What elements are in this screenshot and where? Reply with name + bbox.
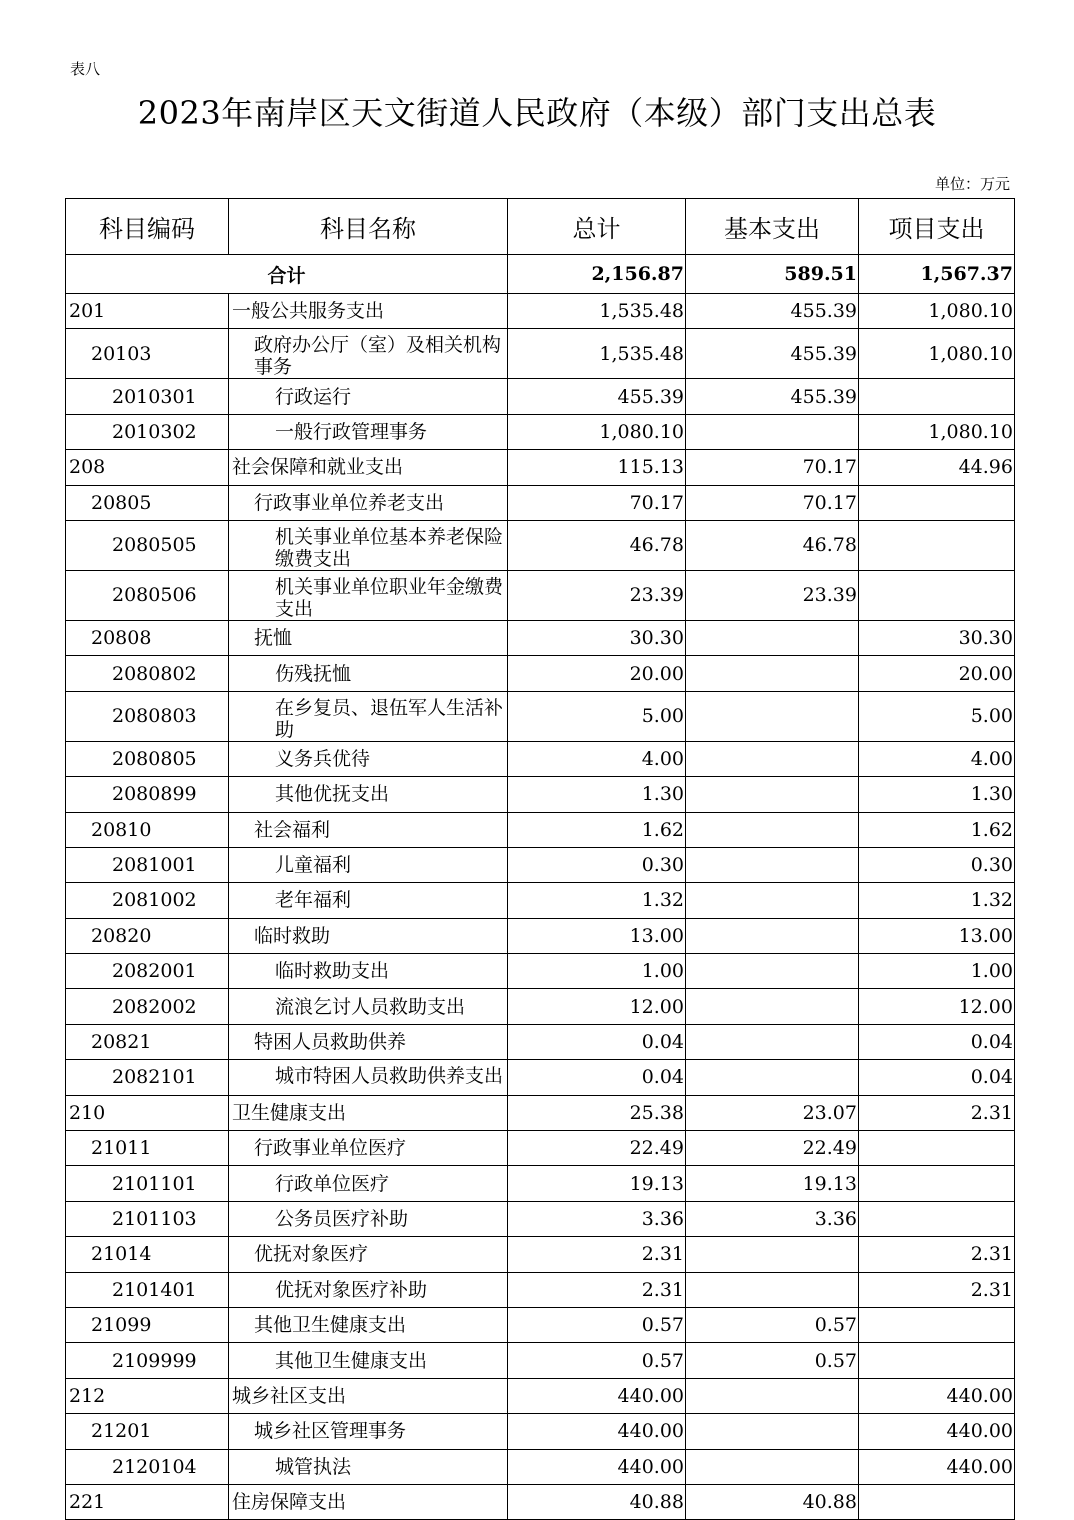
row-total: 5.00: [508, 691, 686, 741]
row-total: 1.00: [508, 954, 686, 989]
row-project: 0.30: [859, 847, 1015, 882]
row-code: 2010301: [66, 379, 229, 414]
row-project: 1,080.10: [859, 329, 1015, 379]
row-total: 20.00: [508, 656, 686, 691]
row-basic: [686, 847, 859, 882]
row-basic: [686, 1449, 859, 1484]
table-row: [66, 918, 1015, 953]
table-row: [66, 620, 1015, 655]
table-row: [66, 1484, 1015, 1519]
table-row: [66, 294, 1015, 329]
row-project: 440.00: [859, 1378, 1015, 1413]
table-row: [66, 1060, 1015, 1095]
row-name: 卫生健康支出: [229, 1095, 508, 1130]
table-row: [66, 812, 1015, 847]
row-basic: 455.39: [686, 329, 859, 379]
row-total: 440.00: [508, 1378, 686, 1413]
table-row: [66, 450, 1015, 485]
row-name: 公务员医疗补助: [229, 1201, 508, 1236]
row-project: 44.96: [859, 450, 1015, 485]
row-code: 2080805: [66, 741, 229, 776]
table-row: [66, 1131, 1015, 1166]
row-basic: [686, 918, 859, 953]
row-project: [859, 1166, 1015, 1201]
row-project: 4.00: [859, 741, 1015, 776]
row-basic: 3.36: [686, 1201, 859, 1236]
row-name: 伤残抚恤: [229, 656, 508, 691]
row-total: 12.00: [508, 989, 686, 1024]
row-total: 1,535.48: [508, 329, 686, 379]
row-project: 12.00: [859, 989, 1015, 1024]
row-code: 21014: [66, 1237, 229, 1272]
row-basic: 23.39: [686, 570, 859, 620]
table-row: [66, 329, 1015, 379]
row-name: 特困人员救助供养: [229, 1024, 508, 1059]
row-code: 21201: [66, 1414, 229, 1449]
total-project: 1,567.37: [859, 255, 1015, 294]
row-basic: [686, 1060, 859, 1095]
row-name: 行政事业单位医疗: [229, 1131, 508, 1166]
row-basic: [686, 1024, 859, 1059]
row-code: 2010302: [66, 414, 229, 449]
row-name: 临时救助: [229, 918, 508, 953]
row-code: 2082101: [66, 1060, 229, 1095]
row-basic: [686, 691, 859, 741]
row-basic: [686, 1272, 859, 1307]
row-project: 0.04: [859, 1060, 1015, 1095]
row-basic: 23.07: [686, 1095, 859, 1130]
row-code: 2081002: [66, 883, 229, 918]
row-basic: [686, 1237, 859, 1272]
row-project: 1,080.10: [859, 294, 1015, 329]
table-row: [66, 1378, 1015, 1413]
row-basic: 46.78: [686, 520, 859, 570]
table-row: [66, 1414, 1015, 1449]
table-row: [66, 414, 1015, 449]
row-name: 其他卫生健康支出: [229, 1343, 508, 1378]
row-total: 115.13: [508, 450, 686, 485]
row-project: 1,080.10: [859, 414, 1015, 449]
row-basic: 70.17: [686, 450, 859, 485]
table-row: [66, 1166, 1015, 1201]
row-total: 2.31: [508, 1237, 686, 1272]
row-code: 20820: [66, 918, 229, 953]
row-basic: [686, 777, 859, 812]
row-project: [859, 1201, 1015, 1236]
row-code: 212: [66, 1378, 229, 1413]
row-basic: [686, 1414, 859, 1449]
row-code: 2081001: [66, 847, 229, 882]
table-row: [66, 1307, 1015, 1342]
row-basic: 0.57: [686, 1307, 859, 1342]
row-basic: [686, 989, 859, 1024]
row-code: 20821: [66, 1024, 229, 1059]
row-total: 1.30: [508, 777, 686, 812]
row-name: 城乡社区管理事务: [229, 1414, 508, 1449]
row-project: 20.00: [859, 656, 1015, 691]
row-name: 在乡复员、退伍军人生活补助: [229, 691, 508, 741]
table-row: [66, 1449, 1015, 1484]
table-label: 表八: [70, 60, 101, 78]
table-row: [66, 847, 1015, 882]
row-basic: [686, 741, 859, 776]
table-row: [66, 1024, 1015, 1059]
row-basic: [686, 812, 859, 847]
column-header-basic: 基本支出: [686, 199, 859, 255]
row-name: 义务兵优待: [229, 741, 508, 776]
row-name: 一般行政管理事务: [229, 414, 508, 449]
table-row: [66, 954, 1015, 989]
total-total: 2,156.87: [508, 255, 686, 294]
row-code: 2080506: [66, 570, 229, 620]
column-header-name: 科目名称: [229, 199, 508, 255]
row-total: 1.32: [508, 883, 686, 918]
row-code: 2109999: [66, 1343, 229, 1378]
row-project: 1.62: [859, 812, 1015, 847]
row-project: [859, 485, 1015, 520]
row-project: 2.31: [859, 1272, 1015, 1307]
row-project: 440.00: [859, 1414, 1015, 1449]
row-basic: 19.13: [686, 1166, 859, 1201]
row-total: 2.31: [508, 1272, 686, 1307]
row-code: 2080505: [66, 520, 229, 570]
row-total: 0.30: [508, 847, 686, 882]
row-code: 20810: [66, 812, 229, 847]
row-basic: [686, 620, 859, 655]
row-name: 老年福利: [229, 883, 508, 918]
row-project: 1.00: [859, 954, 1015, 989]
row-total: 1,080.10: [508, 414, 686, 449]
row-name: 一般公共服务支出: [229, 294, 508, 329]
total-row: [66, 255, 1015, 294]
row-total: 0.57: [508, 1307, 686, 1342]
table-row: [66, 1237, 1015, 1272]
row-name: 流浪乞讨人员救助支出: [229, 989, 508, 1024]
row-basic: 455.39: [686, 379, 859, 414]
row-name: 抚恤: [229, 620, 508, 655]
row-name: 行政事业单位养老支出: [229, 485, 508, 520]
row-name: 其他优抚支出: [229, 777, 508, 812]
row-project: [859, 1343, 1015, 1378]
row-code: 2101101: [66, 1166, 229, 1201]
row-total: 3.36: [508, 1201, 686, 1236]
column-header-code: 科目编码: [66, 199, 229, 255]
column-header-total: 总计: [508, 199, 686, 255]
header-row: [66, 199, 1015, 255]
row-total: 70.17: [508, 485, 686, 520]
row-code: 2120104: [66, 1449, 229, 1484]
row-code: 2080899: [66, 777, 229, 812]
expenditure-table: [65, 198, 1015, 1520]
table-row: [66, 570, 1015, 620]
row-name: 机关事业单位基本养老保险缴费支出: [229, 520, 508, 570]
row-project: [859, 520, 1015, 570]
row-total: 13.00: [508, 918, 686, 953]
row-project: 2.31: [859, 1095, 1015, 1130]
row-total: 1.62: [508, 812, 686, 847]
row-total: 25.38: [508, 1095, 686, 1130]
row-project: 1.32: [859, 883, 1015, 918]
table-row: [66, 883, 1015, 918]
row-name: 社会保障和就业支出: [229, 450, 508, 485]
table-row: [66, 656, 1015, 691]
row-basic: 40.88: [686, 1484, 859, 1519]
row-name: 行政运行: [229, 379, 508, 414]
row-project: [859, 1307, 1015, 1342]
row-basic: [686, 954, 859, 989]
row-name: 优抚对象医疗: [229, 1237, 508, 1272]
row-project: 30.30: [859, 620, 1015, 655]
page-title: 2023年南岸区天文街道人民政府（本级）部门支出总表: [137, 94, 937, 132]
row-name: 社会福利: [229, 812, 508, 847]
table-row: [66, 485, 1015, 520]
row-basic: [686, 883, 859, 918]
row-project: 5.00: [859, 691, 1015, 741]
row-code: 20808: [66, 620, 229, 655]
row-basic: 70.17: [686, 485, 859, 520]
row-basic: [686, 414, 859, 449]
row-code: 201: [66, 294, 229, 329]
row-total: 46.78: [508, 520, 686, 570]
row-code: 2101401: [66, 1272, 229, 1307]
row-total: 30.30: [508, 620, 686, 655]
row-name: 行政单位医疗: [229, 1166, 508, 1201]
row-code: 210: [66, 1095, 229, 1130]
row-project: 440.00: [859, 1449, 1015, 1484]
total-basic: 589.51: [686, 255, 859, 294]
row-code: 2082001: [66, 954, 229, 989]
row-code: 20805: [66, 485, 229, 520]
row-total: 440.00: [508, 1449, 686, 1484]
row-code: 20103: [66, 329, 229, 379]
row-total: 40.88: [508, 1484, 686, 1519]
row-code: 2080802: [66, 656, 229, 691]
row-code: 2080803: [66, 691, 229, 741]
row-name: 优抚对象医疗补助: [229, 1272, 508, 1307]
row-basic: 0.57: [686, 1343, 859, 1378]
row-basic: 22.49: [686, 1131, 859, 1166]
row-total: 19.13: [508, 1166, 686, 1201]
row-name: 临时救助支出: [229, 954, 508, 989]
row-name: 儿童福利: [229, 847, 508, 882]
row-project: 2.31: [859, 1237, 1015, 1272]
row-total: 0.57: [508, 1343, 686, 1378]
row-name: 其他卫生健康支出: [229, 1307, 508, 1342]
row-project: 13.00: [859, 918, 1015, 953]
table-row: [66, 777, 1015, 812]
table-row: [66, 1272, 1015, 1307]
row-project: [859, 1131, 1015, 1166]
row-total: 23.39: [508, 570, 686, 620]
row-name: 城管执法: [229, 1449, 508, 1484]
row-name: 政府办公厅（室）及相关机构事务: [229, 329, 508, 379]
row-project: [859, 1484, 1015, 1519]
row-name: 住房保障支出: [229, 1484, 508, 1519]
row-total: 440.00: [508, 1414, 686, 1449]
row-name: 机关事业单位职业年金缴费支出: [229, 570, 508, 620]
table-row: [66, 741, 1015, 776]
column-header-project: 项目支出: [859, 199, 1015, 255]
row-total: 1,535.48: [508, 294, 686, 329]
row-basic: [686, 1378, 859, 1413]
row-total: 22.49: [508, 1131, 686, 1166]
row-total: 0.04: [508, 1060, 686, 1095]
row-project: 1.30: [859, 777, 1015, 812]
row-code: 221: [66, 1484, 229, 1519]
row-total: 0.04: [508, 1024, 686, 1059]
total-label: 合计: [66, 255, 508, 294]
row-basic: 455.39: [686, 294, 859, 329]
table-row: [66, 379, 1015, 414]
row-project: [859, 570, 1015, 620]
unit-label: 单位：万元: [934, 175, 1010, 193]
row-code: 21011: [66, 1131, 229, 1166]
row-name: 城市特困人员救助供养支出: [229, 1060, 508, 1095]
row-code: 2101103: [66, 1201, 229, 1236]
row-basic: [686, 656, 859, 691]
row-project: [859, 379, 1015, 414]
row-total: 455.39: [508, 379, 686, 414]
table-row: [66, 691, 1015, 741]
row-code: 2082002: [66, 989, 229, 1024]
table-row: [66, 520, 1015, 570]
table-row: [66, 989, 1015, 1024]
row-total: 4.00: [508, 741, 686, 776]
row-code: 208: [66, 450, 229, 485]
row-name: 城乡社区支出: [229, 1378, 508, 1413]
table-row: [66, 1343, 1015, 1378]
table-row: [66, 1095, 1015, 1130]
row-code: 21099: [66, 1307, 229, 1342]
row-project: 0.04: [859, 1024, 1015, 1059]
table-row: [66, 1201, 1015, 1236]
